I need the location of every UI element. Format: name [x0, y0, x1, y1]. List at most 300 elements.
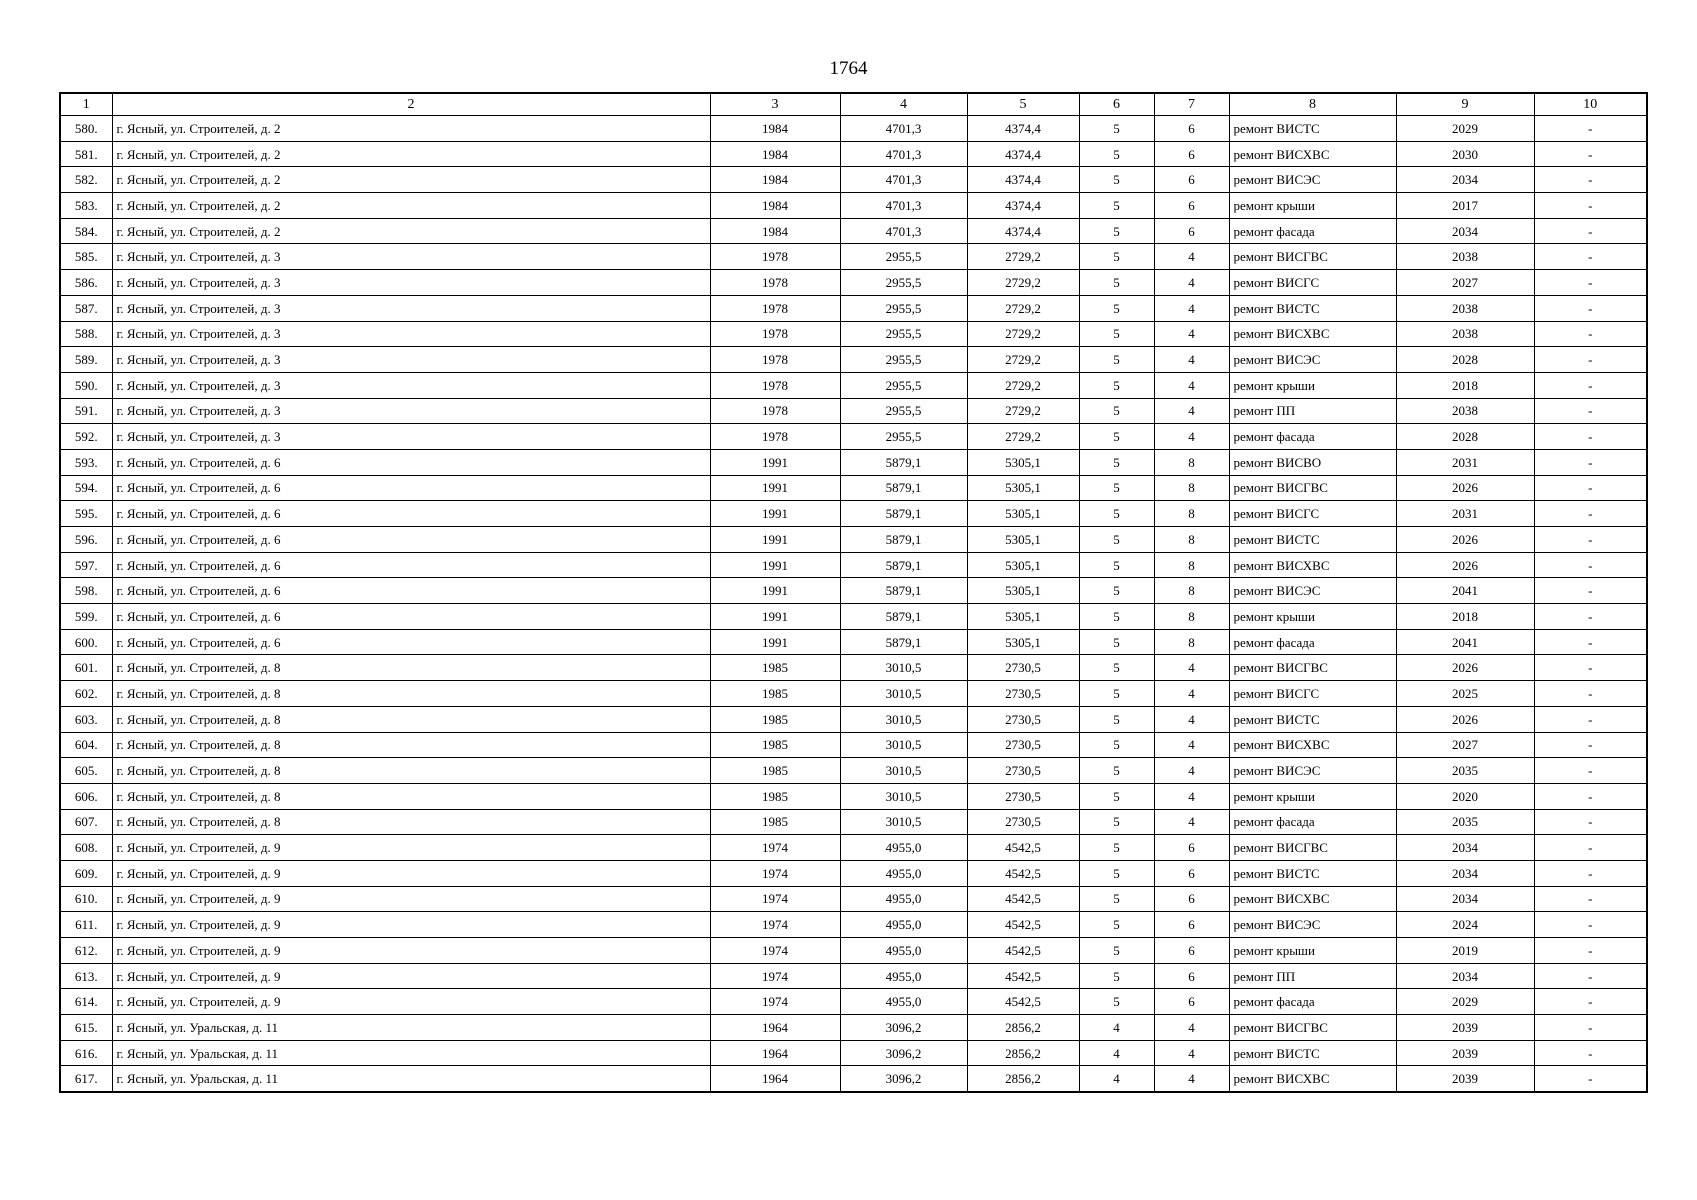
cell-year: 1978 — [710, 321, 840, 347]
cell-floors: 5 — [1079, 347, 1154, 373]
cell-entrances: 4 — [1154, 706, 1229, 732]
cell-area-living: 5305,1 — [967, 604, 1079, 630]
cell-year: 1978 — [710, 398, 840, 424]
cell-year: 1984 — [710, 141, 840, 167]
cell-area-living: 2729,2 — [967, 321, 1079, 347]
cell-work-type: ремонт ВИСГВС — [1229, 835, 1396, 861]
cell-work-type: ремонт ВИСГВС — [1229, 475, 1396, 501]
cell-floors: 5 — [1079, 835, 1154, 861]
column-header-10: 10 — [1534, 93, 1647, 116]
cell-floors: 5 — [1079, 783, 1154, 809]
cell-work-type: ремонт крыши — [1229, 783, 1396, 809]
cell-area-living: 2729,2 — [967, 295, 1079, 321]
cell-planned-year: 2026 — [1396, 552, 1534, 578]
cell-floors: 5 — [1079, 758, 1154, 784]
cell-floors: 5 — [1079, 809, 1154, 835]
cell-note: - — [1534, 912, 1647, 938]
cell-floors: 5 — [1079, 372, 1154, 398]
table-row — [60, 835, 1647, 861]
cell-address: г. Ясный, ул. Строителей, д. 3 — [112, 424, 710, 450]
cell-address: г. Ясный, ул. Строителей, д. 3 — [112, 295, 710, 321]
cell-floors: 5 — [1079, 886, 1154, 912]
cell-planned-year: 2034 — [1396, 167, 1534, 193]
table-row — [60, 783, 1647, 809]
cell-year: 1974 — [710, 835, 840, 861]
cell-entrances: 4 — [1154, 372, 1229, 398]
column-header-4: 4 — [840, 93, 967, 116]
cell-entrances: 6 — [1154, 989, 1229, 1015]
cell-floors: 5 — [1079, 655, 1154, 681]
cell-year: 1991 — [710, 475, 840, 501]
cell-year: 1985 — [710, 758, 840, 784]
cell-row-number: 591. — [60, 398, 112, 424]
cell-note: - — [1534, 629, 1647, 655]
cell-year: 1974 — [710, 963, 840, 989]
cell-note: - — [1534, 475, 1647, 501]
cell-row-number: 599. — [60, 604, 112, 630]
cell-year: 1991 — [710, 449, 840, 475]
cell-year: 1985 — [710, 732, 840, 758]
cell-row-number: 594. — [60, 475, 112, 501]
table-row — [60, 578, 1647, 604]
cell-entrances: 4 — [1154, 1040, 1229, 1066]
cell-area-total: 4955,0 — [840, 938, 967, 964]
cell-year: 1985 — [710, 783, 840, 809]
table-row — [60, 449, 1647, 475]
cell-note: - — [1534, 860, 1647, 886]
cell-note: - — [1534, 963, 1647, 989]
cell-area-living: 4374,4 — [967, 116, 1079, 142]
cell-entrances: 6 — [1154, 860, 1229, 886]
cell-area-total: 4955,0 — [840, 860, 967, 886]
cell-area-total: 5879,1 — [840, 629, 967, 655]
cell-planned-year: 2019 — [1396, 938, 1534, 964]
cell-floors: 4 — [1079, 1015, 1154, 1041]
table-row — [60, 347, 1647, 373]
table-row — [60, 989, 1647, 1015]
cell-work-type: ремонт фасада — [1229, 218, 1396, 244]
cell-area-total: 5879,1 — [840, 527, 967, 553]
cell-year: 1985 — [710, 706, 840, 732]
table-row — [60, 295, 1647, 321]
table-row — [60, 938, 1647, 964]
cell-floors: 5 — [1079, 860, 1154, 886]
cell-planned-year: 2017 — [1396, 193, 1534, 219]
cell-planned-year: 2034 — [1396, 218, 1534, 244]
cell-year: 1964 — [710, 1066, 840, 1092]
cell-entrances: 8 — [1154, 552, 1229, 578]
cell-address: г. Ясный, ул. Строителей, д. 6 — [112, 475, 710, 501]
cell-work-type: ремонт ВИСЭС — [1229, 167, 1396, 193]
table-row — [60, 655, 1647, 681]
cell-area-living: 4374,4 — [967, 218, 1079, 244]
cell-entrances: 6 — [1154, 218, 1229, 244]
cell-floors: 5 — [1079, 604, 1154, 630]
cell-area-living: 2729,2 — [967, 347, 1079, 373]
cell-entrances: 6 — [1154, 193, 1229, 219]
cell-planned-year: 2038 — [1396, 398, 1534, 424]
cell-work-type: ремонт ВИСЭС — [1229, 347, 1396, 373]
cell-floors: 5 — [1079, 424, 1154, 450]
cell-area-living: 4542,5 — [967, 835, 1079, 861]
cell-work-type: ремонт ВИСГС — [1229, 681, 1396, 707]
cell-row-number: 616. — [60, 1040, 112, 1066]
cell-area-total: 4955,0 — [840, 886, 967, 912]
table-row — [60, 116, 1647, 142]
cell-address: г. Ясный, ул. Строителей, д. 3 — [112, 372, 710, 398]
cell-work-type: ремонт ВИСГС — [1229, 270, 1396, 296]
cell-year: 1964 — [710, 1015, 840, 1041]
cell-area-total: 2955,5 — [840, 372, 967, 398]
cell-note: - — [1534, 1066, 1647, 1092]
cell-row-number: 608. — [60, 835, 112, 861]
cell-area-living: 5305,1 — [967, 527, 1079, 553]
cell-year: 1984 — [710, 167, 840, 193]
cell-area-total: 3010,5 — [840, 655, 967, 681]
cell-work-type: ремонт ВИСХВС — [1229, 732, 1396, 758]
cell-floors: 5 — [1079, 629, 1154, 655]
cell-row-number: 604. — [60, 732, 112, 758]
cell-area-living: 2856,2 — [967, 1040, 1079, 1066]
cell-address: г. Ясный, ул. Строителей, д. 3 — [112, 321, 710, 347]
cell-row-number: 603. — [60, 706, 112, 732]
cell-note: - — [1534, 449, 1647, 475]
cell-work-type: ремонт фасада — [1229, 629, 1396, 655]
cell-entrances: 4 — [1154, 1066, 1229, 1092]
cell-entrances: 4 — [1154, 270, 1229, 296]
table-row — [60, 167, 1647, 193]
cell-row-number: 611. — [60, 912, 112, 938]
cell-note: - — [1534, 758, 1647, 784]
cell-note: - — [1534, 835, 1647, 861]
cell-work-type: ремонт ВИСХВС — [1229, 1066, 1396, 1092]
cell-area-total: 5879,1 — [840, 604, 967, 630]
cell-address: г. Ясный, ул. Строителей, д. 6 — [112, 604, 710, 630]
cell-work-type: ремонт ВИСВО — [1229, 449, 1396, 475]
registry-table — [59, 92, 1648, 1093]
cell-area-total: 5879,1 — [840, 475, 967, 501]
cell-address: г. Ясный, ул. Строителей, д. 9 — [112, 989, 710, 1015]
cell-year: 1985 — [710, 809, 840, 835]
cell-work-type: ремонт ВИСГВС — [1229, 1015, 1396, 1041]
cell-row-number: 593. — [60, 449, 112, 475]
cell-entrances: 6 — [1154, 116, 1229, 142]
cell-planned-year: 2038 — [1396, 321, 1534, 347]
cell-note: - — [1534, 938, 1647, 964]
cell-address: г. Ясный, ул. Строителей, д. 8 — [112, 809, 710, 835]
cell-floors: 5 — [1079, 912, 1154, 938]
cell-address: г. Ясный, ул. Строителей, д. 6 — [112, 527, 710, 553]
cell-area-total: 4955,0 — [840, 963, 967, 989]
cell-area-living: 5305,1 — [967, 552, 1079, 578]
cell-address: г. Ясный, ул. Строителей, д. 8 — [112, 655, 710, 681]
cell-entrances: 8 — [1154, 578, 1229, 604]
table-row — [60, 244, 1647, 270]
cell-work-type: ремонт ВИСХВС — [1229, 552, 1396, 578]
cell-area-total: 5879,1 — [840, 449, 967, 475]
cell-address: г. Ясный, ул. Строителей, д. 2 — [112, 141, 710, 167]
table-row — [60, 1066, 1647, 1092]
cell-row-number: 597. — [60, 552, 112, 578]
cell-row-number: 581. — [60, 141, 112, 167]
cell-area-total: 2955,5 — [840, 270, 967, 296]
table-row — [60, 424, 1647, 450]
cell-planned-year: 2034 — [1396, 886, 1534, 912]
cell-address: г. Ясный, ул. Строителей, д. 3 — [112, 270, 710, 296]
cell-note: - — [1534, 398, 1647, 424]
cell-area-living: 2730,5 — [967, 655, 1079, 681]
cell-floors: 4 — [1079, 1066, 1154, 1092]
cell-area-total: 3010,5 — [840, 783, 967, 809]
cell-area-living: 2856,2 — [967, 1015, 1079, 1041]
table-row — [60, 758, 1647, 784]
cell-area-living: 2730,5 — [967, 681, 1079, 707]
cell-year: 1991 — [710, 501, 840, 527]
cell-address: г. Ясный, ул. Строителей, д. 2 — [112, 193, 710, 219]
cell-entrances: 4 — [1154, 681, 1229, 707]
cell-row-number: 601. — [60, 655, 112, 681]
column-header-8: 8 — [1229, 93, 1396, 116]
table-row — [60, 475, 1647, 501]
cell-note: - — [1534, 116, 1647, 142]
cell-planned-year: 2039 — [1396, 1066, 1534, 1092]
cell-planned-year: 2039 — [1396, 1040, 1534, 1066]
table-body — [60, 116, 1647, 1093]
cell-planned-year: 2038 — [1396, 244, 1534, 270]
cell-area-living: 4542,5 — [967, 963, 1079, 989]
cell-address: г. Ясный, ул. Строителей, д. 3 — [112, 244, 710, 270]
cell-row-number: 610. — [60, 886, 112, 912]
table-row — [60, 706, 1647, 732]
cell-row-number: 584. — [60, 218, 112, 244]
cell-note: - — [1534, 270, 1647, 296]
cell-area-living: 4374,4 — [967, 167, 1079, 193]
cell-row-number: 606. — [60, 783, 112, 809]
cell-work-type: ремонт ПП — [1229, 398, 1396, 424]
cell-row-number: 602. — [60, 681, 112, 707]
cell-row-number: 585. — [60, 244, 112, 270]
cell-year: 1978 — [710, 347, 840, 373]
cell-floors: 5 — [1079, 141, 1154, 167]
cell-entrances: 8 — [1154, 604, 1229, 630]
cell-floors: 5 — [1079, 732, 1154, 758]
cell-area-living: 2729,2 — [967, 244, 1079, 270]
table-row — [60, 604, 1647, 630]
cell-floors: 5 — [1079, 501, 1154, 527]
cell-year: 1984 — [710, 193, 840, 219]
cell-floors: 5 — [1079, 116, 1154, 142]
column-header-3: 3 — [710, 93, 840, 116]
cell-address: г. Ясный, ул. Строителей, д. 6 — [112, 501, 710, 527]
cell-row-number: 589. — [60, 347, 112, 373]
cell-area-total: 4955,0 — [840, 989, 967, 1015]
cell-year: 1985 — [710, 681, 840, 707]
cell-work-type: ремонт крыши — [1229, 938, 1396, 964]
cell-year: 1991 — [710, 552, 840, 578]
cell-entrances: 6 — [1154, 938, 1229, 964]
table-row — [60, 860, 1647, 886]
cell-note: - — [1534, 167, 1647, 193]
cell-year: 1991 — [710, 604, 840, 630]
cell-row-number: 595. — [60, 501, 112, 527]
table-row — [60, 398, 1647, 424]
cell-area-living: 2729,2 — [967, 372, 1079, 398]
cell-note: - — [1534, 578, 1647, 604]
cell-floors: 5 — [1079, 321, 1154, 347]
cell-planned-year: 2034 — [1396, 860, 1534, 886]
cell-entrances: 6 — [1154, 912, 1229, 938]
cell-address: г. Ясный, ул. Строителей, д. 9 — [112, 860, 710, 886]
cell-address: г. Ясный, ул. Строителей, д. 6 — [112, 578, 710, 604]
cell-address: г. Ясный, ул. Строителей, д. 9 — [112, 835, 710, 861]
cell-note: - — [1534, 501, 1647, 527]
cell-year: 1978 — [710, 295, 840, 321]
table-header-row — [60, 93, 1647, 116]
cell-address: г. Ясный, ул. Строителей, д. 9 — [112, 912, 710, 938]
cell-area-living: 2730,5 — [967, 732, 1079, 758]
table-row — [60, 1015, 1647, 1041]
cell-planned-year: 2035 — [1396, 758, 1534, 784]
cell-area-living: 2730,5 — [967, 758, 1079, 784]
cell-address: г. Ясный, ул. Строителей, д. 8 — [112, 732, 710, 758]
cell-area-living: 4542,5 — [967, 886, 1079, 912]
cell-planned-year: 2041 — [1396, 578, 1534, 604]
column-header-9: 9 — [1396, 93, 1534, 116]
table-row — [60, 963, 1647, 989]
cell-area-living: 5305,1 — [967, 629, 1079, 655]
cell-entrances: 4 — [1154, 732, 1229, 758]
cell-planned-year: 2027 — [1396, 270, 1534, 296]
cell-row-number: 590. — [60, 372, 112, 398]
cell-entrances: 4 — [1154, 1015, 1229, 1041]
cell-area-total: 4701,3 — [840, 116, 967, 142]
page-number: 1764 — [829, 58, 868, 79]
cell-area-living: 2856,2 — [967, 1066, 1079, 1092]
cell-work-type: ремонт ВИСГВС — [1229, 244, 1396, 270]
cell-year: 1964 — [710, 1040, 840, 1066]
cell-entrances: 4 — [1154, 321, 1229, 347]
cell-entrances: 4 — [1154, 783, 1229, 809]
cell-entrances: 6 — [1154, 835, 1229, 861]
cell-area-total: 3096,2 — [840, 1066, 967, 1092]
cell-work-type: ремонт фасада — [1229, 989, 1396, 1015]
column-header-2: 2 — [112, 93, 710, 116]
table-row — [60, 141, 1647, 167]
table-row — [60, 1040, 1647, 1066]
cell-entrances: 4 — [1154, 398, 1229, 424]
table-row — [60, 552, 1647, 578]
cell-area-total: 2955,5 — [840, 347, 967, 373]
cell-work-type: ремонт ПП — [1229, 963, 1396, 989]
cell-note: - — [1534, 681, 1647, 707]
cell-work-type: ремонт ВИСХВС — [1229, 886, 1396, 912]
column-header-6: 6 — [1079, 93, 1154, 116]
cell-area-total: 3010,5 — [840, 809, 967, 835]
cell-note: - — [1534, 732, 1647, 758]
cell-row-number: 580. — [60, 116, 112, 142]
cell-area-living: 2730,5 — [967, 809, 1079, 835]
cell-year: 1974 — [710, 886, 840, 912]
cell-work-type: ремонт крыши — [1229, 372, 1396, 398]
cell-area-total: 2955,5 — [840, 244, 967, 270]
cell-note: - — [1534, 347, 1647, 373]
cell-year: 1985 — [710, 655, 840, 681]
cell-planned-year: 2028 — [1396, 347, 1534, 373]
table-row — [60, 629, 1647, 655]
cell-area-total: 4701,3 — [840, 141, 967, 167]
cell-year: 1991 — [710, 578, 840, 604]
cell-address: г. Ясный, ул. Строителей, д. 3 — [112, 347, 710, 373]
cell-row-number: 617. — [60, 1066, 112, 1092]
column-header-5: 5 — [967, 93, 1079, 116]
table-row — [60, 912, 1647, 938]
cell-work-type: ремонт ВИСХВС — [1229, 141, 1396, 167]
cell-year: 1991 — [710, 527, 840, 553]
cell-entrances: 8 — [1154, 629, 1229, 655]
cell-planned-year: 2026 — [1396, 475, 1534, 501]
cell-area-total: 2955,5 — [840, 398, 967, 424]
cell-row-number: 607. — [60, 809, 112, 835]
cell-planned-year: 2030 — [1396, 141, 1534, 167]
cell-year: 1974 — [710, 938, 840, 964]
cell-entrances: 4 — [1154, 424, 1229, 450]
cell-area-living: 4374,4 — [967, 141, 1079, 167]
column-header-1: 1 — [60, 93, 112, 116]
cell-year: 1978 — [710, 244, 840, 270]
cell-floors: 5 — [1079, 167, 1154, 193]
cell-address: г. Ясный, ул. Уральская, д. 11 — [112, 1066, 710, 1092]
cell-entrances: 4 — [1154, 655, 1229, 681]
cell-area-living: 5305,1 — [967, 475, 1079, 501]
cell-planned-year: 2018 — [1396, 604, 1534, 630]
cell-row-number: 605. — [60, 758, 112, 784]
cell-floors: 5 — [1079, 527, 1154, 553]
cell-planned-year: 2038 — [1396, 295, 1534, 321]
cell-floors: 5 — [1079, 552, 1154, 578]
cell-area-living: 2730,5 — [967, 706, 1079, 732]
cell-planned-year: 2031 — [1396, 449, 1534, 475]
cell-floors: 4 — [1079, 1040, 1154, 1066]
cell-row-number: 586. — [60, 270, 112, 296]
cell-address: г. Ясный, ул. Строителей, д. 3 — [112, 398, 710, 424]
cell-planned-year: 2029 — [1396, 989, 1534, 1015]
cell-floors: 5 — [1079, 989, 1154, 1015]
cell-area-living: 5305,1 — [967, 578, 1079, 604]
cell-address: г. Ясный, ул. Уральская, д. 11 — [112, 1040, 710, 1066]
cell-year: 1984 — [710, 116, 840, 142]
cell-planned-year: 2024 — [1396, 912, 1534, 938]
cell-area-living: 4542,5 — [967, 912, 1079, 938]
cell-work-type: ремонт ВИСХВС — [1229, 321, 1396, 347]
cell-planned-year: 2018 — [1396, 372, 1534, 398]
cell-planned-year: 2025 — [1396, 681, 1534, 707]
cell-area-total: 2955,5 — [840, 424, 967, 450]
column-header-7: 7 — [1154, 93, 1229, 116]
cell-year: 1978 — [710, 424, 840, 450]
cell-planned-year: 2035 — [1396, 809, 1534, 835]
cell-entrances: 8 — [1154, 449, 1229, 475]
cell-floors: 5 — [1079, 244, 1154, 270]
cell-area-total: 3010,5 — [840, 706, 967, 732]
cell-area-total: 3096,2 — [840, 1040, 967, 1066]
cell-area-living: 4542,5 — [967, 938, 1079, 964]
cell-area-total: 3010,5 — [840, 758, 967, 784]
cell-note: - — [1534, 141, 1647, 167]
cell-row-number: 587. — [60, 295, 112, 321]
cell-address: г. Ясный, ул. Строителей, д. 6 — [112, 449, 710, 475]
cell-work-type: ремонт ВИСЭС — [1229, 578, 1396, 604]
cell-planned-year: 2029 — [1396, 116, 1534, 142]
